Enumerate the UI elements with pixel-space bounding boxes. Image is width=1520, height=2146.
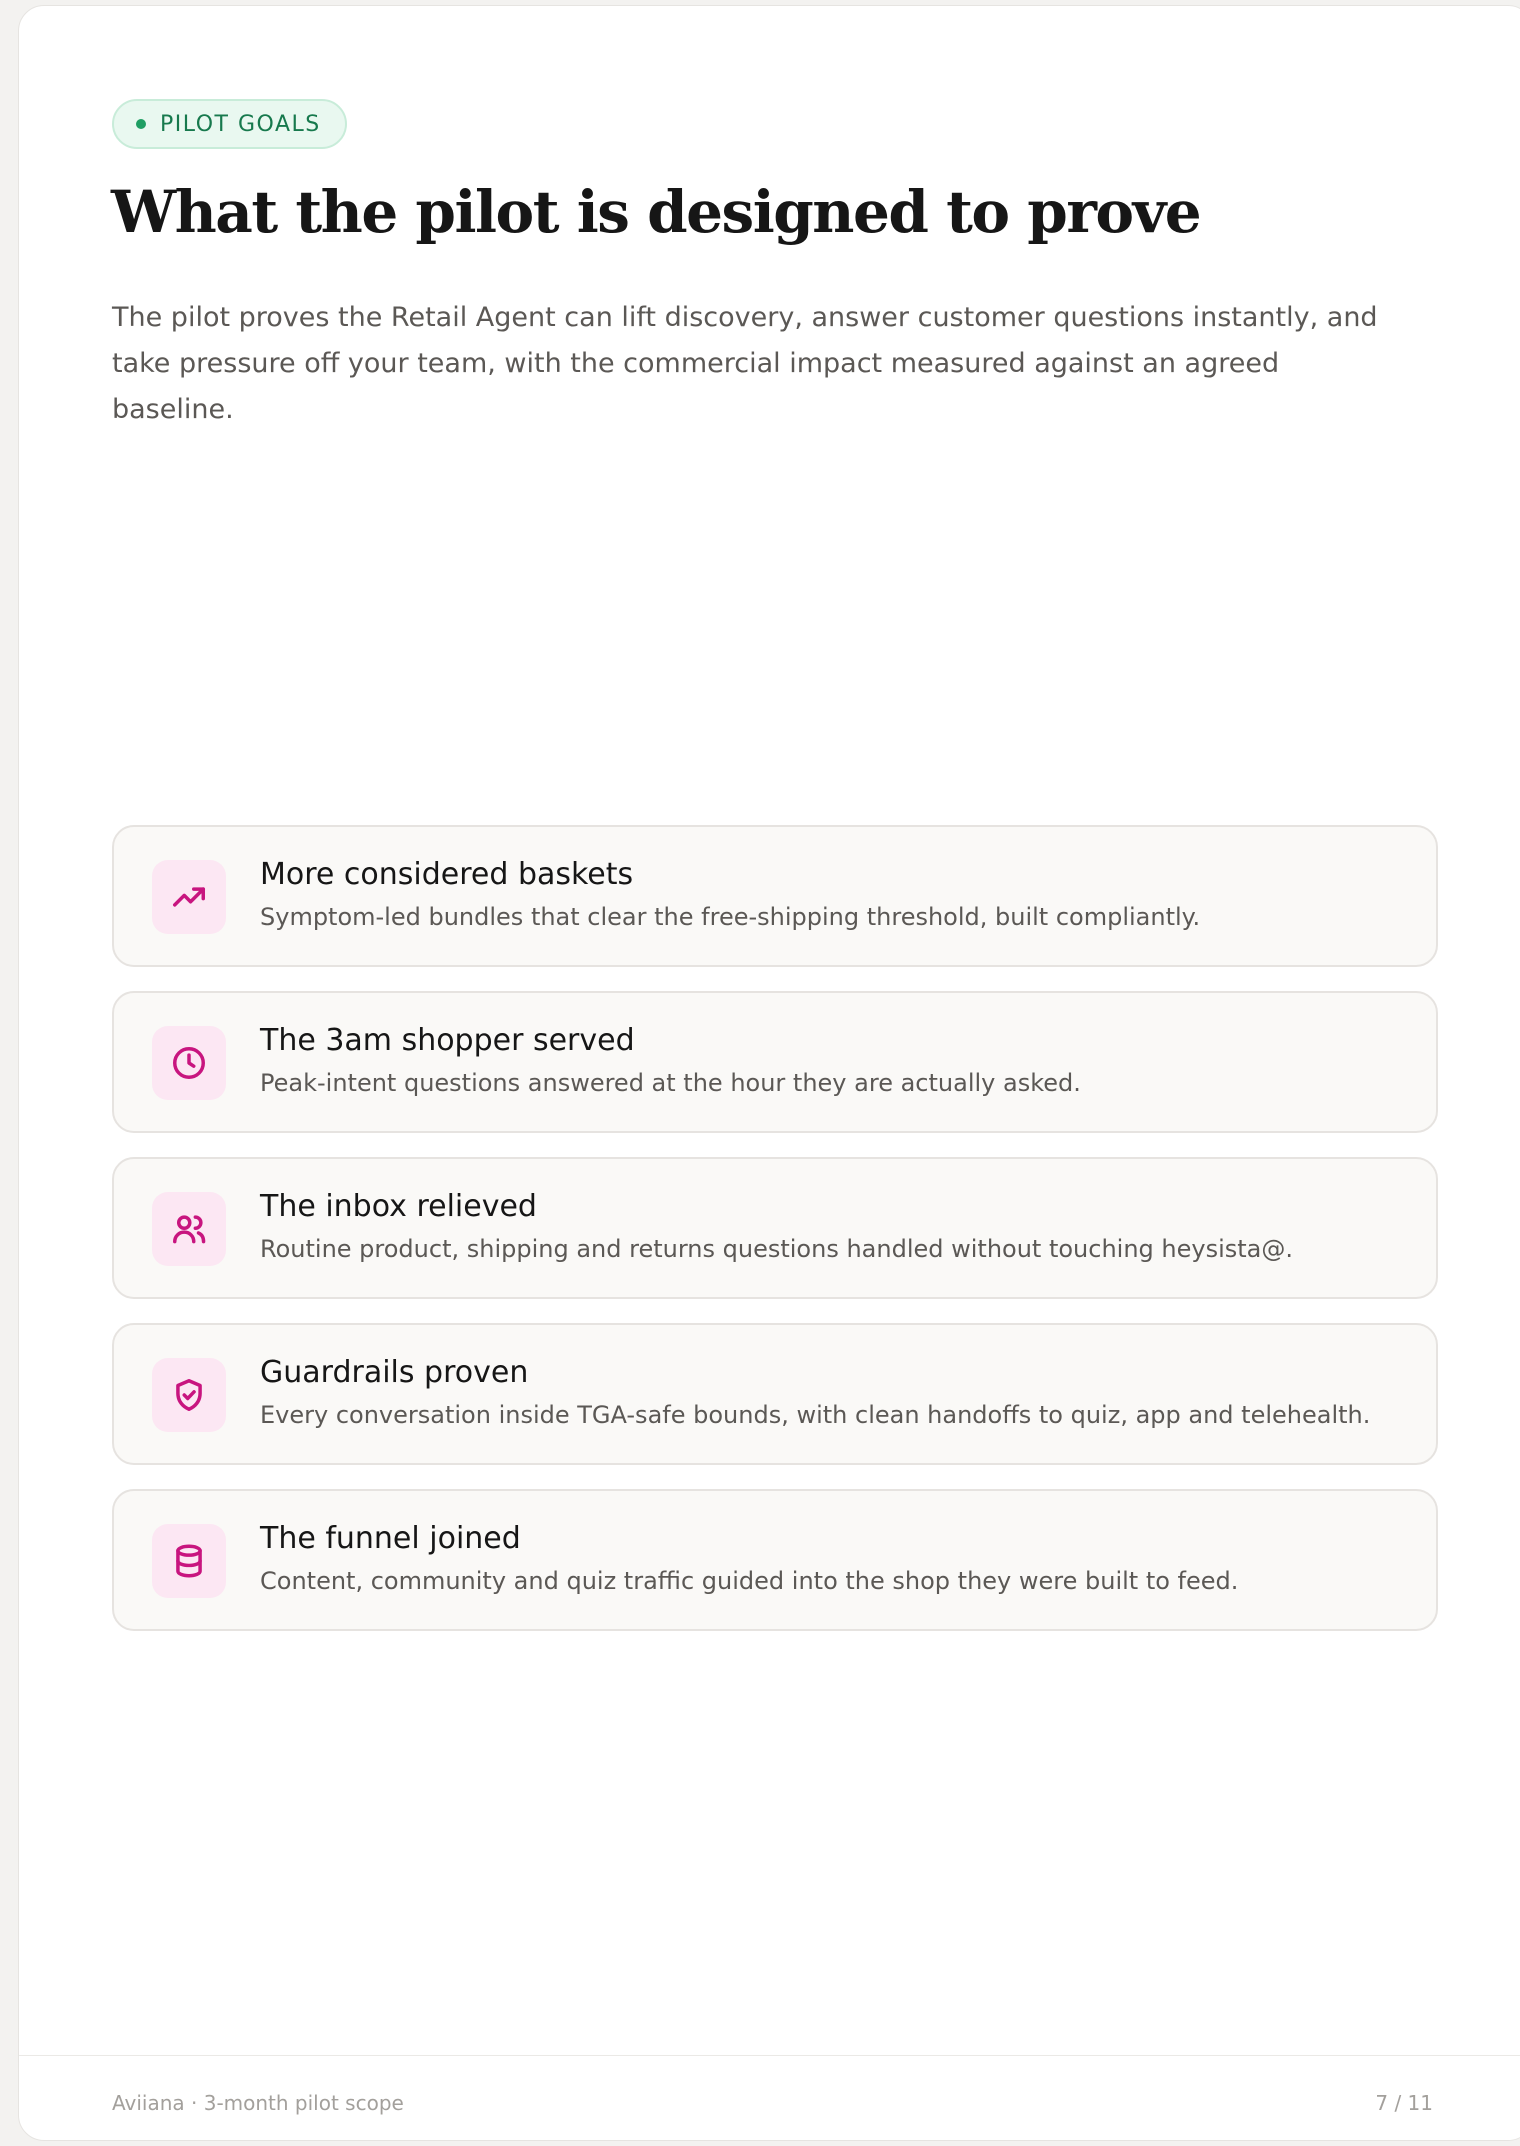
- goal-description: Every conversation inside TGA-safe bounds, with clean handoffs to quiz, app and telehealth.: [260, 1401, 1371, 1429]
- goals-list: [112, 825, 1438, 1655]
- goal-card-inbox: [112, 1157, 1438, 1299]
- goal-title: Guardrails proven: [260, 1355, 529, 1390]
- badge-label: PILOT GOALS: [160, 111, 321, 137]
- intro-paragraph: The pilot proves the Retail Agent can lift discovery, answer customer questions instantly, and take pressure off your team, with the commercial impact measured against an agreed baseline.: [112, 302, 1378, 425]
- page-number: 7 / 11: [1375, 2091, 1433, 2115]
- shield-check-icon: [152, 1358, 226, 1432]
- slide: [18, 5, 1520, 2141]
- goal-description: Content, community and quiz traffic guided into the shop they were built to feed.: [260, 1567, 1239, 1595]
- goal-description: Peak-intent questions answered at the hour they are actually asked.: [260, 1069, 1081, 1097]
- goal-description: Routine product, shipping and returns questions handled without touching heysista@.: [260, 1235, 1294, 1263]
- goal-description: Symptom-led bundles that clear the free-shipping threshold, built compliantly.: [260, 903, 1201, 931]
- clock-icon: [152, 1026, 226, 1100]
- goal-card-funnel: [112, 1489, 1438, 1631]
- badge-dot: [136, 119, 146, 129]
- page-title: What the pilot is designed to prove: [111, 178, 1201, 246]
- footer-document-label: Aviiana · 3-month pilot scope: [112, 2091, 404, 2115]
- goal-title: The inbox relieved: [260, 1189, 537, 1224]
- footer: [19, 2055, 1520, 2141]
- goal-title: More considered baskets: [260, 857, 634, 892]
- users-icon: [152, 1192, 226, 1266]
- goal-card-3am-shopper: [112, 991, 1438, 1133]
- section-badge: [112, 99, 347, 149]
- goal-title: The 3am shopper served: [260, 1023, 635, 1058]
- goal-card-guardrails: [112, 1323, 1438, 1465]
- database-icon: [152, 1524, 226, 1598]
- goal-card-baskets: [112, 825, 1438, 967]
- goal-title: The funnel joined: [260, 1521, 521, 1556]
- trending-up-icon: [152, 860, 226, 934]
